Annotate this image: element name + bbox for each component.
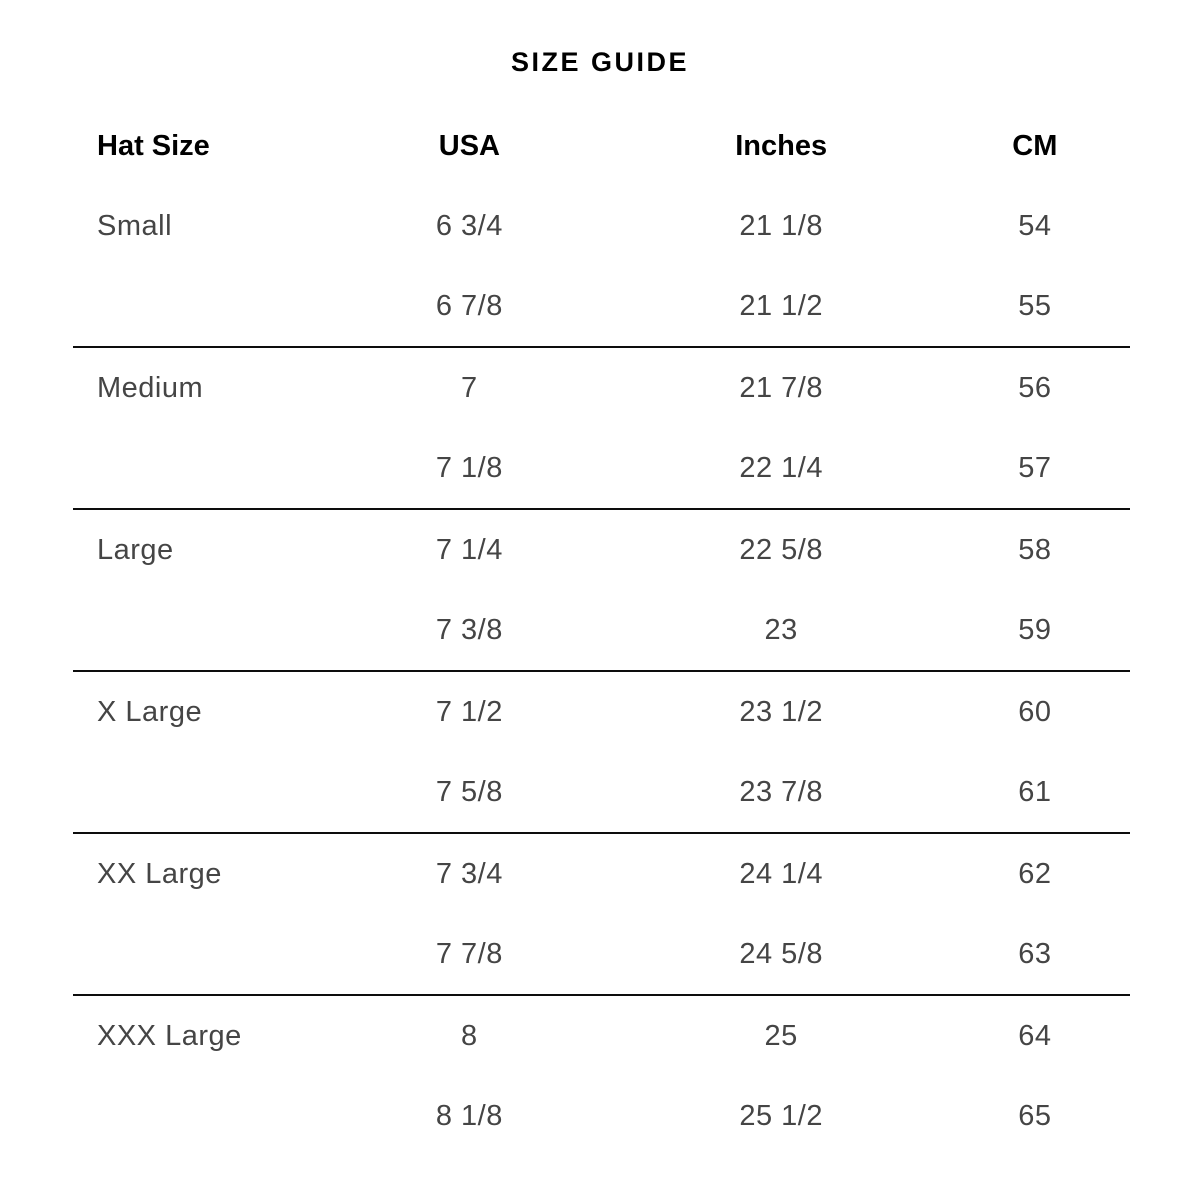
table-header-row bbox=[73, 129, 1130, 186]
inches-cell: 24 1/4 bbox=[739, 858, 823, 890]
usa-cell: 8 bbox=[461, 1020, 478, 1052]
usa-cell: 7 bbox=[461, 372, 478, 404]
table-row bbox=[73, 752, 1130, 833]
inches-cell: 21 1/8 bbox=[739, 210, 823, 242]
size-group-x-large bbox=[73, 671, 1130, 833]
cm-cell: 58 bbox=[1018, 534, 1052, 566]
table-row bbox=[73, 671, 1130, 752]
inches-cell: 23 bbox=[764, 614, 798, 646]
usa-cell: 6 3/4 bbox=[435, 210, 503, 242]
hat-size-cell: XXX Large bbox=[97, 1020, 242, 1052]
hat-size-cell: Small bbox=[97, 210, 173, 242]
hat-size-cell: XX Large bbox=[97, 858, 222, 890]
cm-cell: 62 bbox=[1018, 858, 1052, 890]
inches-cell: 21 7/8 bbox=[739, 372, 823, 404]
table-row bbox=[73, 833, 1130, 914]
column-header-cm: CM bbox=[1012, 130, 1058, 162]
cm-cell: 64 bbox=[1018, 1020, 1052, 1052]
inches-cell: 25 1/2 bbox=[739, 1100, 823, 1132]
table-row bbox=[73, 186, 1130, 266]
hat-size-cell bbox=[73, 1076, 316, 1156]
hat-size-cell bbox=[73, 752, 316, 833]
table-row bbox=[73, 590, 1130, 671]
cm-cell: 56 bbox=[1018, 372, 1052, 404]
column-header-hat-size: Hat Size bbox=[97, 130, 210, 162]
usa-cell: 7 3/8 bbox=[435, 614, 503, 646]
usa-cell: 7 3/4 bbox=[435, 858, 503, 890]
hat-size-cell: Large bbox=[97, 534, 174, 566]
inches-cell: 24 5/8 bbox=[739, 938, 823, 970]
column-header-inches: Inches bbox=[735, 130, 828, 162]
size-group-small bbox=[73, 186, 1130, 347]
size-guide-table bbox=[73, 129, 1130, 1156]
inches-cell: 23 1/2 bbox=[739, 696, 823, 728]
cm-cell: 60 bbox=[1018, 696, 1052, 728]
usa-cell: 8 1/8 bbox=[435, 1100, 503, 1132]
cm-cell: 61 bbox=[1018, 776, 1052, 808]
cm-cell: 63 bbox=[1018, 938, 1052, 970]
hat-size-cell bbox=[73, 428, 316, 509]
size-group-medium bbox=[73, 347, 1130, 509]
column-header-usa: USA bbox=[438, 130, 500, 162]
usa-cell: 7 1/2 bbox=[435, 696, 503, 728]
table-row bbox=[73, 347, 1130, 428]
inches-cell: 25 bbox=[764, 1020, 798, 1052]
inches-cell: 22 5/8 bbox=[739, 534, 823, 566]
table-row bbox=[73, 428, 1130, 509]
size-group-xx-large bbox=[73, 833, 1130, 995]
table-row bbox=[73, 266, 1130, 347]
usa-cell: 7 1/4 bbox=[435, 534, 503, 566]
inches-cell: 22 1/4 bbox=[739, 452, 823, 484]
table-row bbox=[73, 995, 1130, 1076]
usa-cell: 6 7/8 bbox=[435, 290, 503, 322]
usa-cell: 7 7/8 bbox=[435, 938, 503, 970]
hat-size-cell bbox=[73, 266, 316, 347]
size-group-large bbox=[73, 509, 1130, 671]
size-group-xxx-large bbox=[73, 995, 1130, 1156]
hat-size-cell bbox=[73, 590, 316, 671]
table-row bbox=[73, 1076, 1130, 1156]
cm-cell: 55 bbox=[1018, 290, 1052, 322]
page-title: SIZE GUIDE bbox=[510, 47, 690, 77]
size-guide-page bbox=[0, 46, 1200, 1200]
cm-cell: 59 bbox=[1018, 614, 1052, 646]
hat-size-cell bbox=[73, 914, 316, 995]
cm-cell: 54 bbox=[1018, 210, 1052, 242]
cm-cell: 65 bbox=[1018, 1100, 1052, 1132]
inches-cell: 21 1/2 bbox=[739, 290, 823, 322]
table-row bbox=[73, 914, 1130, 995]
hat-size-cell: Medium bbox=[97, 372, 204, 404]
cm-cell: 57 bbox=[1018, 452, 1052, 484]
usa-cell: 7 5/8 bbox=[435, 776, 503, 808]
hat-size-cell: X Large bbox=[97, 696, 203, 728]
inches-cell: 23 7/8 bbox=[739, 776, 823, 808]
usa-cell: 7 1/8 bbox=[435, 452, 503, 484]
table-row bbox=[73, 509, 1130, 590]
